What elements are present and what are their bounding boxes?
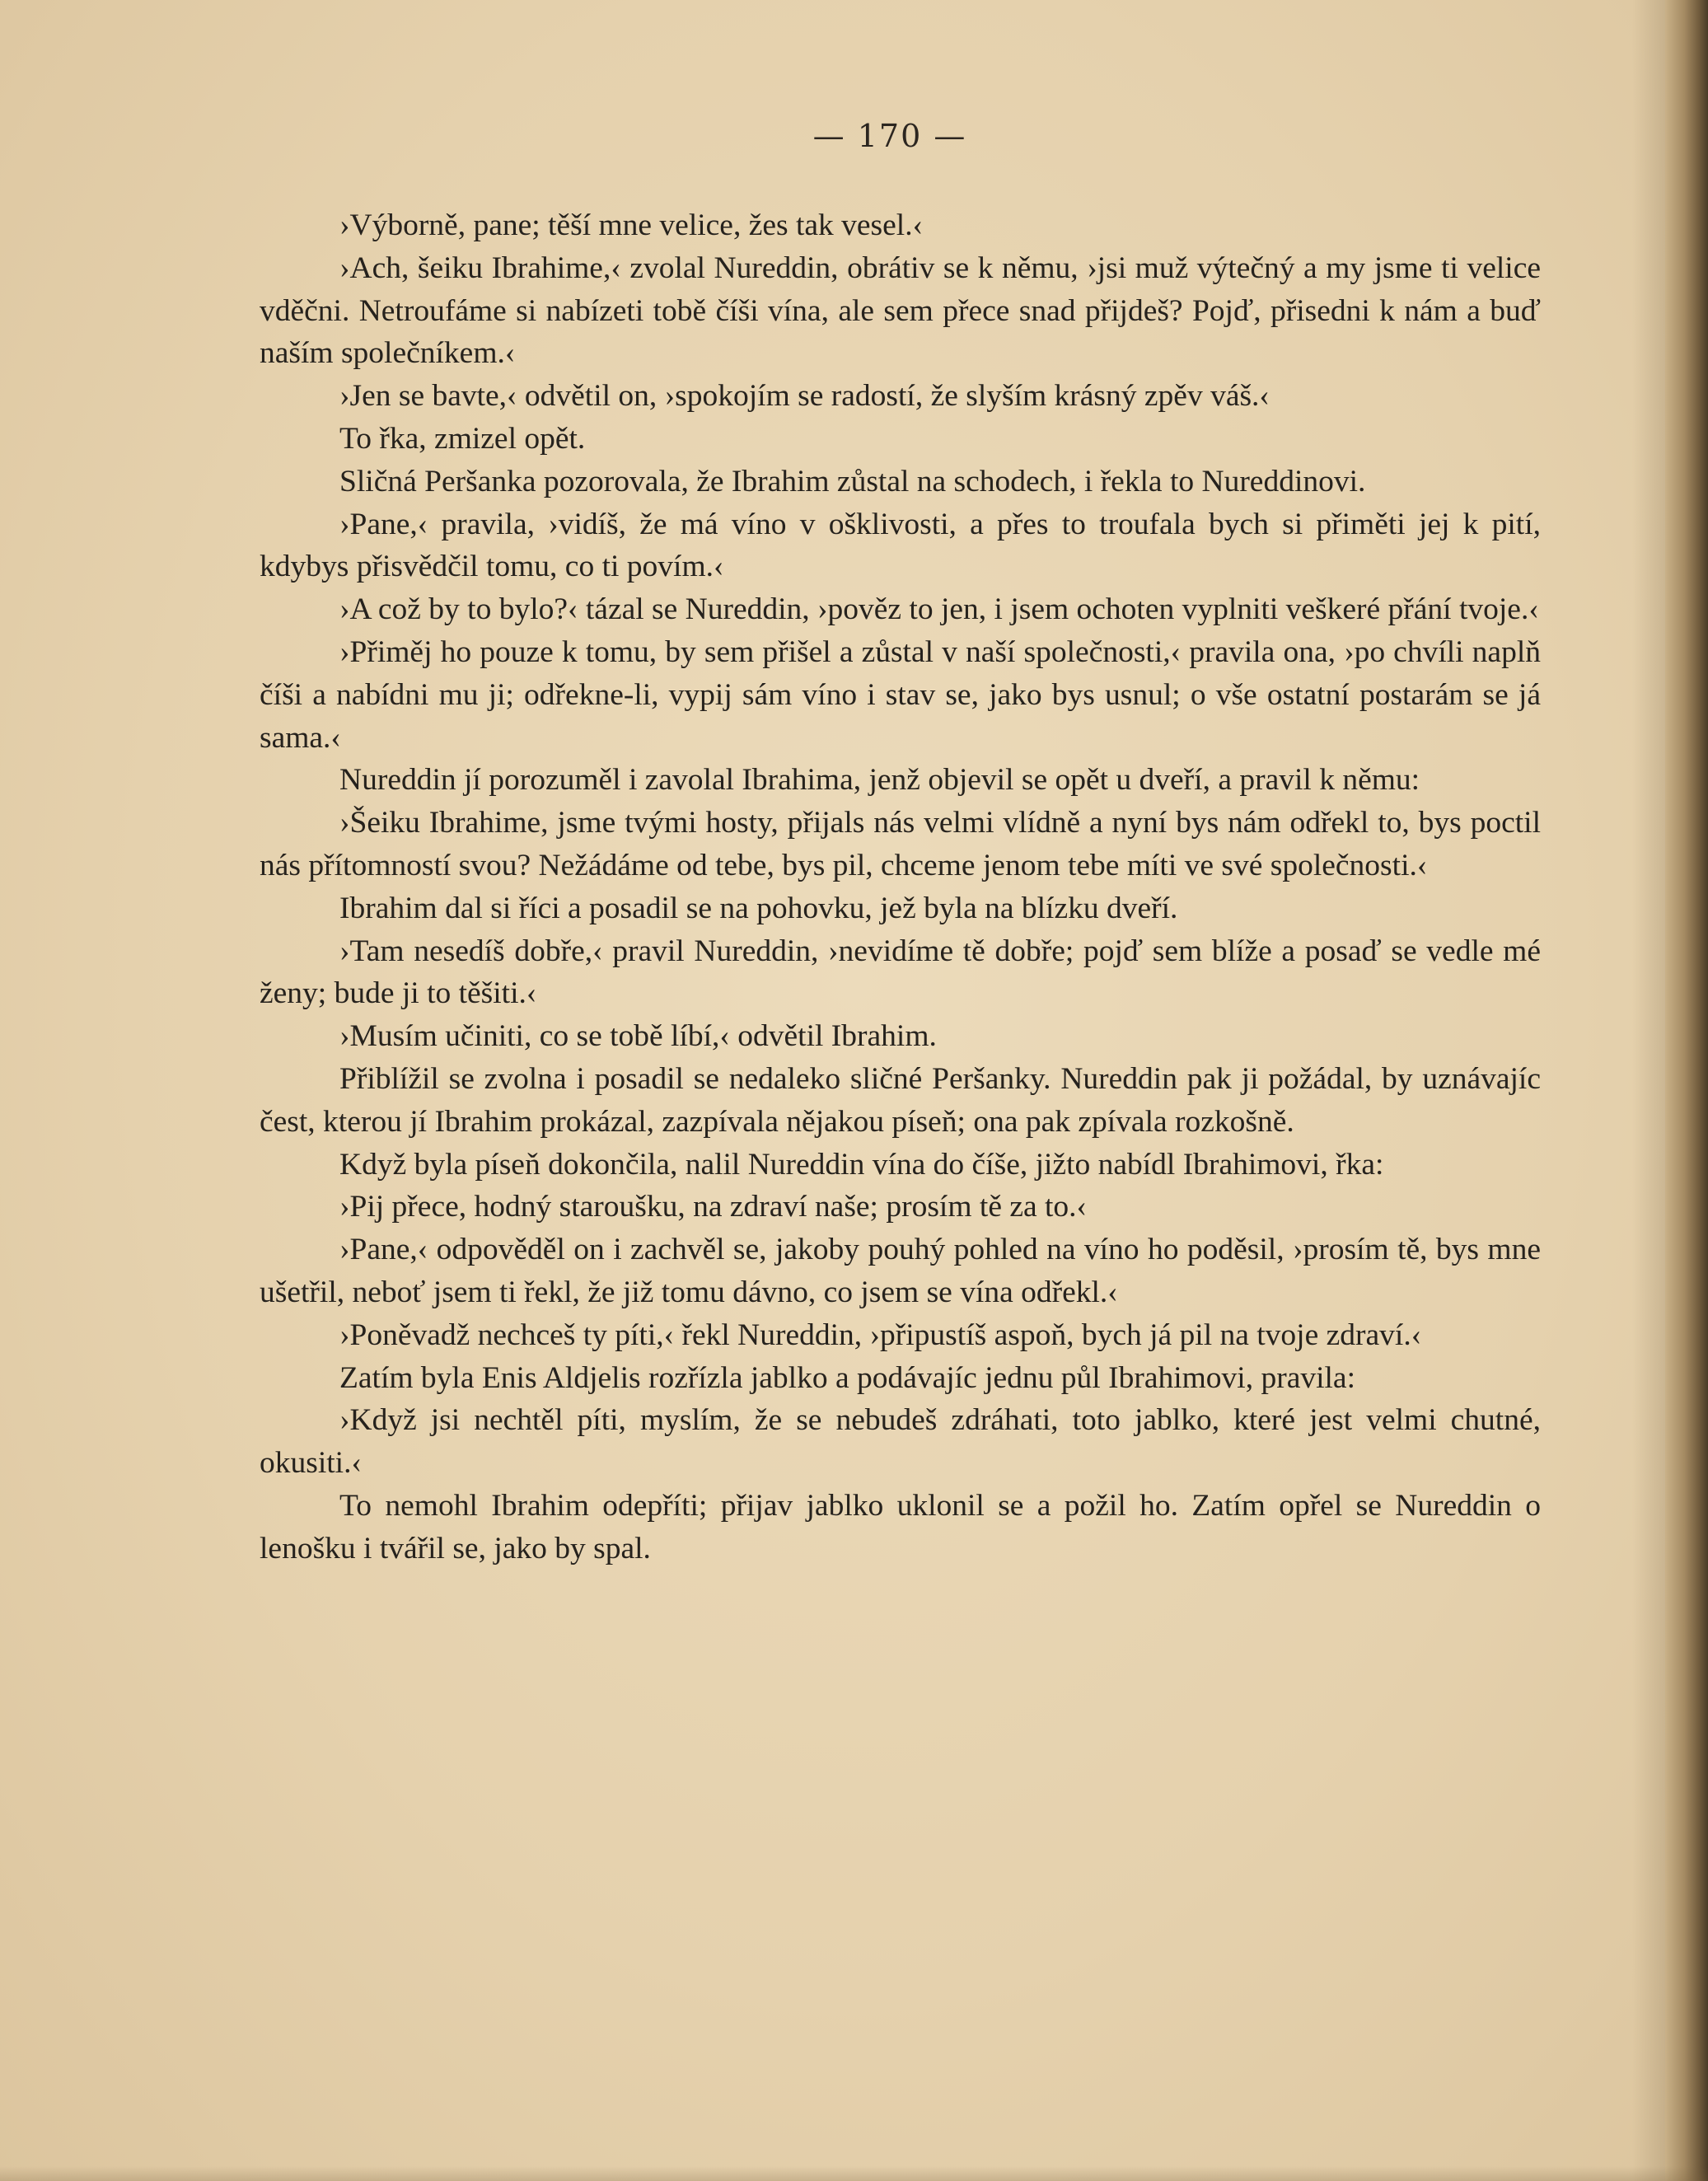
paragraph: To nemohl Ibrahim odepříti; přijav jablko uklonil se a požil ho. Zatím opřel se Nureddin o lenošku i tvářil se, jako by spal. (260, 1488, 1541, 1566)
paragraph: ›Jen se bavte,‹ odvětil on, ›spokojím se radostí, že slyším krásný zpěv váš.‹ (339, 379, 1270, 414)
paragraph: ›Pane,‹ odpověděl on i zachvěl se, jakoby pouhý pohled na víno ho poděsil, ›prosím tě, bys mne ušetřil, neboť jsem ti řekl, že již tomu dávno, co jsem se vína odřekl.‹ (260, 1233, 1541, 1309)
paragraph: Ibrahim dal si říci a posadil se na pohovku, jež byla na blízku dveří. (339, 891, 1178, 925)
paragraph: ›Přiměj ho pouze k tomu, by sem přišel a zůstal v naší společnosti,‹ pravila ona, ›po chvíli naplň číši a nabídni mu ji; odřekne-li, vypij sám víno i stav se, jako bys usnul; o vše ostatní postarám se já sama.‹ (260, 634, 1541, 755)
book-spine (1665, 0, 1708, 2181)
paragraph: Když byla píseň dokončila, nalil Nureddin vína do číše, jižto nabídl Ibrahimovi, řka: (339, 1147, 1384, 1182)
paragraph: ›Pij přece, hodný staroušku, na zdraví naše; prosím tě za to.‹ (339, 1190, 1088, 1224)
paragraph: To řka, zmizel opět. (339, 421, 586, 456)
paragraph: ›Když jsi nechtěl píti, myslím, že se nebudeš zdráhati, toto jablko, které jest velmi chutné, okusiti.‹ (260, 1403, 1541, 1481)
paragraph: Sličná Peršanka pozorovala, že Ibrahim zůstal na schodech, i řekla to Nureddinovi. (339, 464, 1366, 498)
paragraph: Přiblížil se zvolna i posadil se nedaleko sličné Peršanky. Nureddin pak ji požádal, by uznávajíc čest, kterou jí Ibrahim prokázal, zazpívala nějakou píseň; ona pak zpívala rozkošně. (260, 1061, 1541, 1139)
paragraph: Nureddin jí porozuměl i zavolal Ibrahima, jenž objevil se opět u dveří, a pravil k němu: (339, 763, 1420, 798)
paragraph: ›Musím učiniti, co se tobě líbí,‹ odvětil Ibrahim. (339, 1019, 937, 1054)
page-number: — 170 — (812, 118, 967, 154)
body-text (260, 204, 1541, 1570)
paragraph: ›Výborně, pane; těší mne velice, žes tak vesel.‹ (339, 208, 924, 242)
paragraph: ›Ach, šeiku Ibrahime,‹ zvolal Nureddin, obrátiv se k němu, ›jsi muž výtečný a my jsme ti velice vděčni. Netroufáme si nabízeti tobě číši vína, ale sem přece snad přijdeš? Pojď, přisedni k nám a buď naším společníkem.‹ (260, 250, 1541, 371)
paragraph: ›Šeiku Ibrahime, jsme tvými hosty, přijals nás velmi vlídně a nyní bys nám odřekl to, bys poctil nás přítomností svou? Nežádáme od tebe, bys pil, chceme jenom tebe míti ve své společnosti.‹ (260, 806, 1541, 882)
paragraph: ›Pane,‹ pravila, ›vidíš, že má víno v ošklivosti, a přes to troufala bych si přiměti jej k pití, kdybys přisvědčil tomu, co ti povím.‹ (260, 507, 1541, 584)
page-bottom-edge (0, 2166, 1708, 2181)
paragraph: ›Poněvadž nechceš ty píti,‹ řekl Nureddin, ›připustíš aspoň, bych já pil na tvoje zdraví.‹ (339, 1317, 1422, 1352)
paragraph: Zatím byla Enis Aldjelis rozřízla jablko a podávajíc jednu půl Ibrahimovi, pravila: (339, 1360, 1355, 1395)
paragraph: ›A což by to bylo?‹ tázal se Nureddin, ›pověz to jen, i jsem ochoten vyplniti veškeré přání tvoje.‹ (339, 592, 1539, 627)
paragraph: ›Tam nesedíš dobře,‹ pravil Nureddin, ›nevidíme tě dobře; pojď sem blíže a posaď se vedle mé ženy; bude ji to těšiti.‹ (260, 934, 1541, 1011)
binding-shadow (1632, 0, 1665, 2181)
